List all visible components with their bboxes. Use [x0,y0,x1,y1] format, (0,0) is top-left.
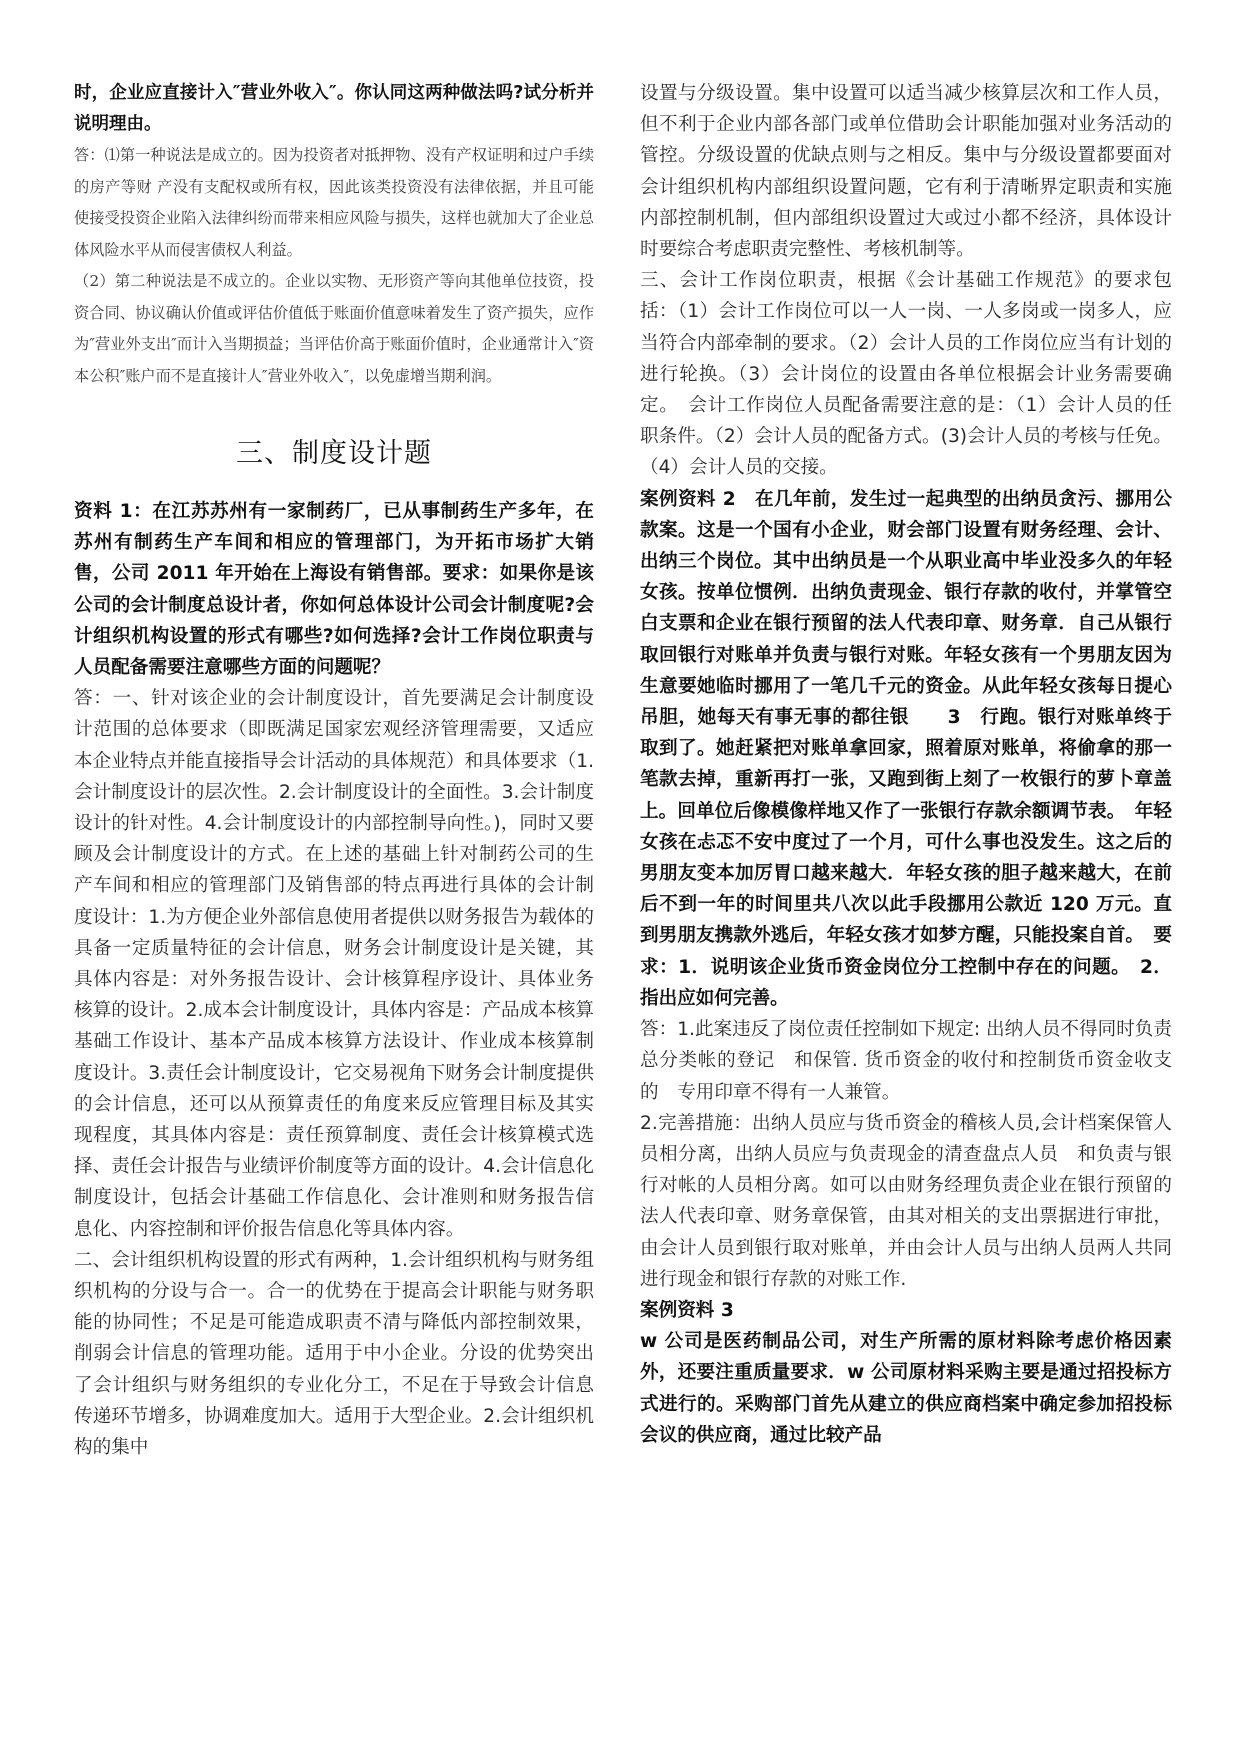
page-number: 3 [947,707,961,729]
question-tail: 时，企业应直接计入″营业外收入″。你认同这两种做法吗?试分析并说明理由。 [74,83,594,134]
case-2-answer-1: 答：1.此案违反了岗位责任控制如下规定: 出纳人员不得同时负责总分类帐的登记 和保管. 货币资金的收付和控制货币资金收支的 专用印章不得有一人兼管。 [640,1019,1172,1103]
case-2-question [640,484,1172,1014]
right-column [640,78,1172,1451]
case-2-text-a: 案例资料 2 在几年前，发生过一起典型的出纳员贪污、挪用公款案。这是一个国有小企业，财会部门设置有财务经理、会计、出纳三个岗位。其中出纳员是一个从职业高中毕业没多久的年轻女孩。按单位惯例．出纳负责现金、银行存款的收付，并掌管空白支票和企业在银行预留的法人代表印章、财务章．自己从银行取回银行对账单并负责与银行对账。年轻女孩有一个男朋友因为生意要她临时挪用了一笔几千元的资金。从此年轻女孩每日提心吊胆，她每天有事无事的都往银 [640,488,1172,729]
case-1-answer-part-2: 二、会计组织机构设置的形式有两种，1.会计组织机构与财务组织机构的分设与合一。合一的优势在于提高会计职能与财务职能的协同性；不足是可能造成职责不清与降低内部控制效果，削弱会计信息的管理功能。适用于中小企业。分设的优势突出了会计组织与财务组织的专业化分工，不足在于导致会计信息传递环节增多，协调难度加大。适用于大型企业。2.会计组织机构的集中 [74,1249,594,1459]
case-1-question: 资料 1：在江苏苏州有一家制药厂，已从事制药生产多年，在苏州有制药生产车间和相应的管理部门，为开拓市场扩大销售，公司 2011 年开始在上海设有销售部。要求：如果你是该公司的会计制度总设计者，你如何总体设计公司会计制度呢?会计组织机构设置的形式有哪些?如何选择?会计工作岗位职责与人员配备需要注意哪些方面的问题呢？ [74,501,594,679]
case-3-title: 案例资料 3 [640,1299,734,1321]
section-title: 三、制度设计题 [236,438,432,469]
case-1-answer-part-3: 三、会计工作岗位职责，根据《会计基础工作规范》的要求包括：（1）会计工作岗位可以一人一岗、一人多岗或一岗多人，应当符合内部牵制的要求。（2）会计人员的工作岗位应当有计划的进行轮换。（3）会计岗位的设置由各单位根据会计业务需要确定。 会计工作岗位人员配备需要注意的是：（1）会计人员的任职条件。（2）会计人员的配备方式。(3)会计人员的考核与任免。（4）会计人员的交接。 [640,270,1172,479]
answer-part-2: （2）第二种说法是不成立的。企业以实物、无形资产等向其他单位技资，投资合同、协议确认价值或评估价值低于账面价值意味着发生了资产损失，应作为″营业外支出″而计入当期损益；当评估价高于账面价值时，企业通常计入″资本公积″账户而不是直接计人″营业外收入″，以免虚增当期利润。 [74,272,594,385]
case-1-answer-part-2-continued: 设置与分级设置。集中设置可以适当减少核算层次和工作人员，但不利于企业内部各部门或单位借助会计职能加强对业务活动的管控。分级设置的优缺点则与之相反。集中与分级设置都要面对会计组织机构内部组织设置问题，它有利于清晰界定职责和实施内部控制机制，但内部组织设置过大或过小都不经济，具体设计时要综合考虑职责完整性、考核机制等。 [640,83,1172,261]
case-1-answer: 答：一、针对该企业的会计制度设计，首先要满足会计制度设计范围的总体要求（即既满足国家宏观经济管理需要，又适应本企业特点并能直接指导会计活动的具体规范）和具体要求（1.会计制度设计的层次性。2.会计制度设计的全面性。3.会计制度设计的针对性。4.会计制度设计的内部控制导向性。)，同时又要顾及会计制度设计的方式。在上述的基础上针对制药公司的生产车间和相应的管理部门及销售部的特点再进行具体的会计制度设计：1.为方便企业外部信息使用者提供以财务报告为载体的具备一定质量特征的会计信息，财务会计制度设计是关键，其具体内容是：对外务报告设计、会计核算程序设计、具体业务核算的设计。2.成本会计制度设计，具体内容是：产品成本核算基础工作设计、基本产品成本核算方法设计、作业成本核算制度设计。3.责任会计制度设计，它交易视角下财务会计制度提供的会计信息，还可以从预算责任的角度来反应管理目标及其实现程度，其具体内容是：责任预算制度、责任会计核算模式选择、责任会计报告与业绩评价制度等方面的设计。4.会计信息化制度设计，包括会计基础工作信息化、会计准则和财务报告信息化、内容控制和评价报告信息化等具体内容。 [74,688,594,1240]
case-3-text: w 公司是医药制品公司，对生产所需的原材料除考虑价格因素外，还要注重质量要求．w 公司原材料采购主要是通过招投标方式进行的。采购部门首先从建立的供应商档案中确定参加招投标会议的供应商，通过比较产品 [640,1331,1172,1446]
case-2-text-b: 行跑。银行对账单终于取到了。她赶紧把对账单拿回家，照着原对账单，将偷拿的那一笔款去掉，重新再打一张，又跑到街上刻了一枚银行的萝卜章盖上。回单位后像模像样地又作了一张银行存款余额调节表。 年轻女孩在忐忑不安中度过了一个月，可什么事也没发生。这之后的男朋友变本加厉胃口越来越大．年轻女孩的胆子越来越大，在前后不到一年的时间里共八次以此手段挪用公款近 120 万元。直到男朋友携款外逃后，年轻女孩才如梦方醒，只能投案自首。 要求：1．说明该企业货币资金岗位分工控制中存在的问题。 2．指出应如何完善。 [640,707,1172,1009]
answer-part-1: 答：⑴第一种说法是成立的。因为投资者对抵押物、没有产权证明和过户手续的房产等财 产没有支配权或所有权，因此该类投资没有法律依据，并且可能使接受投资企业陷入法律纠纷而带来相应风险与损失，这样也就加大了企业总体风险水平从而侵害债权人利益。 [74,146,594,259]
left-column [74,78,594,1463]
case-2-answer-2: 2.完善措施：出纳人员应与货币资金的稽核人员,会计档案保管人员相分离，出纳人员应与负责现金的清查盘点人员 和负责与银行对帐的人员相分离。如可以由财务经理负责企业在银行预留的法人代表印章、财务章保管，由其对相关的支出票据进行审批，由会计人员到银行取对账单，并由会计人员与出纳人员两人共同进行现金和银行存款的对账工作. [640,1112,1172,1290]
